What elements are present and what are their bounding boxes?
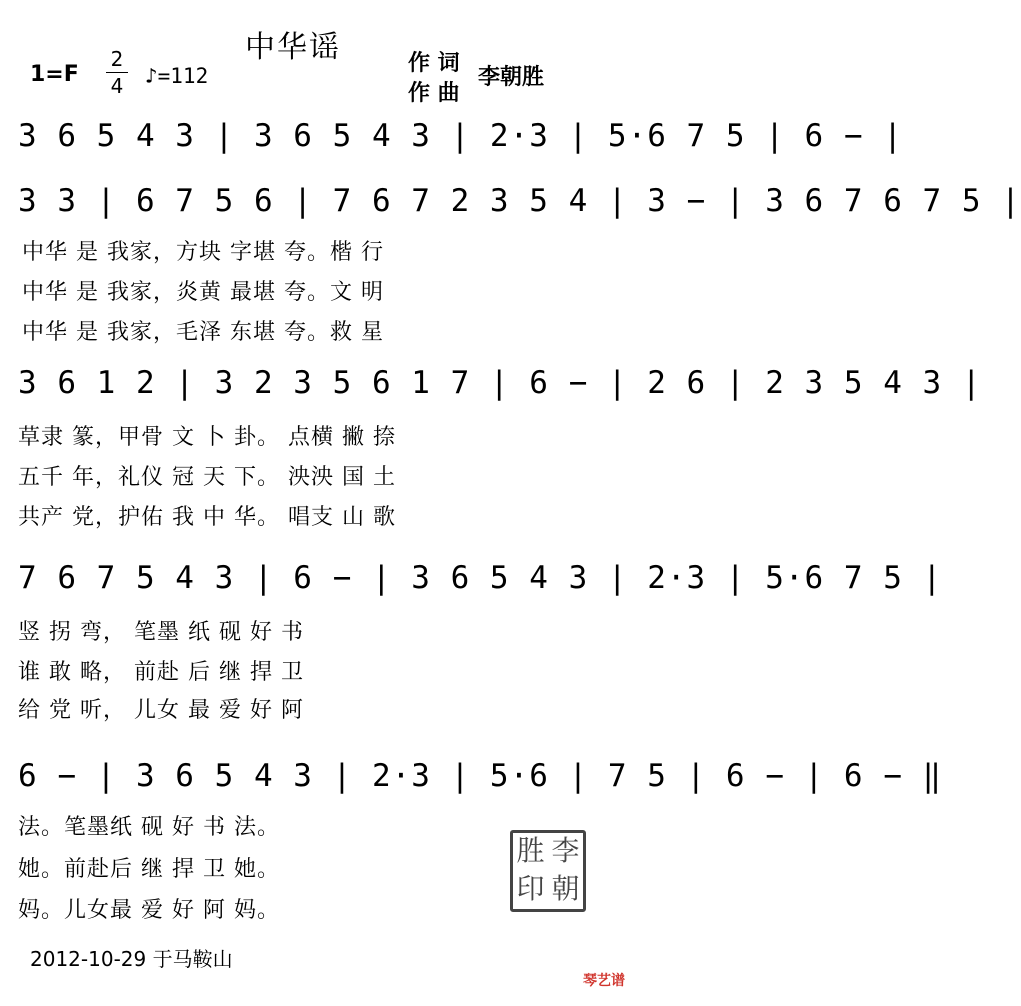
notes-system-4: 7 6 7 5 4 3 | 6 − | 3 6 5 4 3 | 2·3 | 5·6 7 5 | (18, 560, 943, 596)
time-signature (106, 46, 128, 99)
time-signature-bottom: 4 (106, 72, 128, 99)
song-title: 中华谣 (245, 30, 341, 65)
seal-char: 胜 (516, 834, 545, 867)
seal-char: 李 (551, 834, 580, 867)
tempo-marking: ♪=112 (145, 64, 209, 88)
seal-char: 印 (516, 872, 545, 905)
composer-label: 作 曲 (408, 81, 460, 106)
lyric-verse-2-line-5: 她。前赴后 继 捍 卫 她。 (18, 857, 280, 882)
seal-char: 朝 (551, 872, 580, 905)
lyric-verse-3-line-3: 共产 党，护佑 我 中 华。 唱支 山 歌 (18, 505, 396, 530)
composition-date: 2012-10-29 于马鞍山 (30, 947, 233, 971)
site-watermark: 琴艺谱 (583, 973, 625, 989)
lyric-verse-1-line-5: 法。笔墨纸 砚 好 书 法。 (18, 815, 280, 840)
lyric-verse-3-line-2: 中华 是 我家，毛泽 东堪 夸。救 星 (22, 320, 384, 345)
author-seal-stamp (510, 830, 586, 912)
notes-system-3: 3 6 1 2 | 3 2 3 5 6 1 7 | 6 − | 2 6 | 2 3 5 4 3 | (18, 365, 982, 401)
lyric-verse-2-line-2: 中华 是 我家，炎黄 最堪 夸。文 明 (22, 280, 384, 305)
lyric-verse-2-line-3: 五千 年，礼仪 冠 天 下。 泱泱 国 土 (18, 465, 396, 490)
key-signature: 1=F (30, 62, 79, 87)
notes-system-5: 6 − | 3 6 5 4 3 | 2·3 | 5·6 | 7 5 | 6 − | 6 − ‖ (18, 758, 943, 794)
lyric-verse-1-line-4: 竖 拐 弯， 笔墨 纸 砚 好 书 (18, 620, 304, 645)
lyric-verse-1-line-3: 草隶 篆，甲骨 文 卜 卦。 点横 撇 捺 (18, 425, 396, 450)
lyric-verse-3-line-5: 妈。儿女最 爱 好 阿 妈。 (18, 898, 280, 923)
lyricist-label: 作 词 (408, 51, 460, 76)
lyric-verse-3-line-4: 给 党 听， 儿女 最 爱 好 阿 (18, 698, 304, 723)
lyric-verse-2-line-4: 谁 敢 略， 前赴 后 继 捍 卫 (18, 660, 304, 685)
author-name: 李朝胜 (478, 65, 545, 90)
time-signature-top: 2 (110, 47, 124, 71)
notes-system-2: 3 3 | 6 7 5 6 | 7 6 7 2 3 5 4 | 3 − | 3 6 7 6 7 5 | (18, 183, 1021, 219)
lyric-verse-1-line-2: 中华 是 我家，方块 字堪 夸。楷 行 (22, 240, 384, 265)
notes-system-1: 3 6 5 4 3 | 3 6 5 4 3 | 2·3 | 5·6 7 5 | 6 − | (18, 118, 903, 154)
